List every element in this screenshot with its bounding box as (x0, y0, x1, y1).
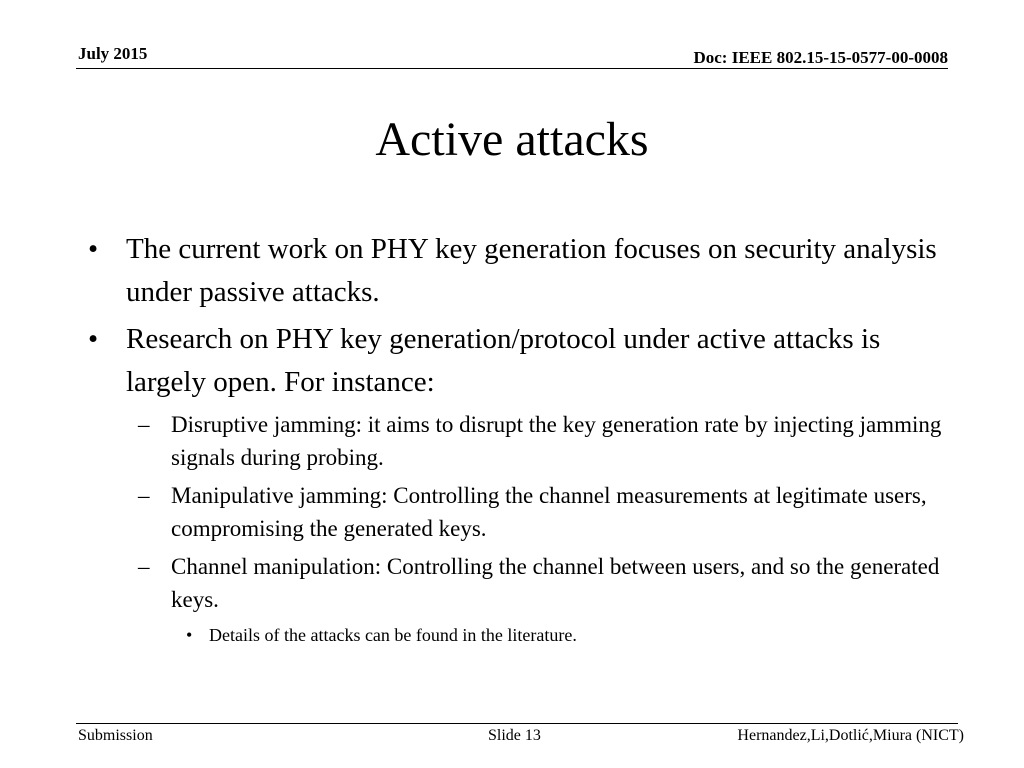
bullet-item (80, 228, 950, 314)
footer-divider (76, 723, 958, 724)
sub-bullet-item (80, 479, 950, 545)
header-divider (76, 68, 948, 69)
bullet-text: The current work on PHY key generation focuses on security analysis under passive attacks. (126, 233, 937, 308)
sub-bullet-item (80, 550, 950, 616)
sub-bullet-text: Manipulative jamming: Controlling the channel measurements at legitimate users, compromising the generated keys. (171, 483, 927, 541)
dash-marker: – (138, 412, 150, 437)
bullet-marker: • (186, 625, 193, 645)
bullet-text: Research on PHY key generation/protocol under active attacks is largely open. For instance: (126, 323, 881, 398)
footer-submission: Submission (78, 727, 153, 744)
sub-bullet-text: Channel manipulation: Controlling the channel between users, and so the generated keys. (171, 554, 940, 612)
sub-sub-bullet-text: Details of the attacks can be found in the literature. (209, 625, 577, 645)
sub-sub-bullet-item (80, 621, 950, 649)
slide-title: Active attacks (375, 113, 649, 166)
sub-bullet-text: Disruptive jamming: it aims to disrupt the key generation rate by injecting jamming signals during probing. (171, 412, 942, 470)
header-date: July 2015 (78, 44, 148, 63)
bullet-marker: • (88, 323, 99, 355)
dash-marker: – (138, 483, 150, 508)
bullet-marker: • (88, 233, 99, 265)
footer-slide-number: Slide 13 (488, 727, 541, 744)
dash-marker: – (138, 554, 150, 579)
slide-body (80, 228, 950, 649)
sub-bullet-item (80, 408, 950, 474)
bullet-item (80, 318, 950, 404)
footer-authors: Hernandez,Li,Dotlić,Miura (NICT) (737, 727, 964, 744)
header-doc-id: Doc: IEEE 802.15-15-0577-00-0008 (693, 48, 948, 67)
